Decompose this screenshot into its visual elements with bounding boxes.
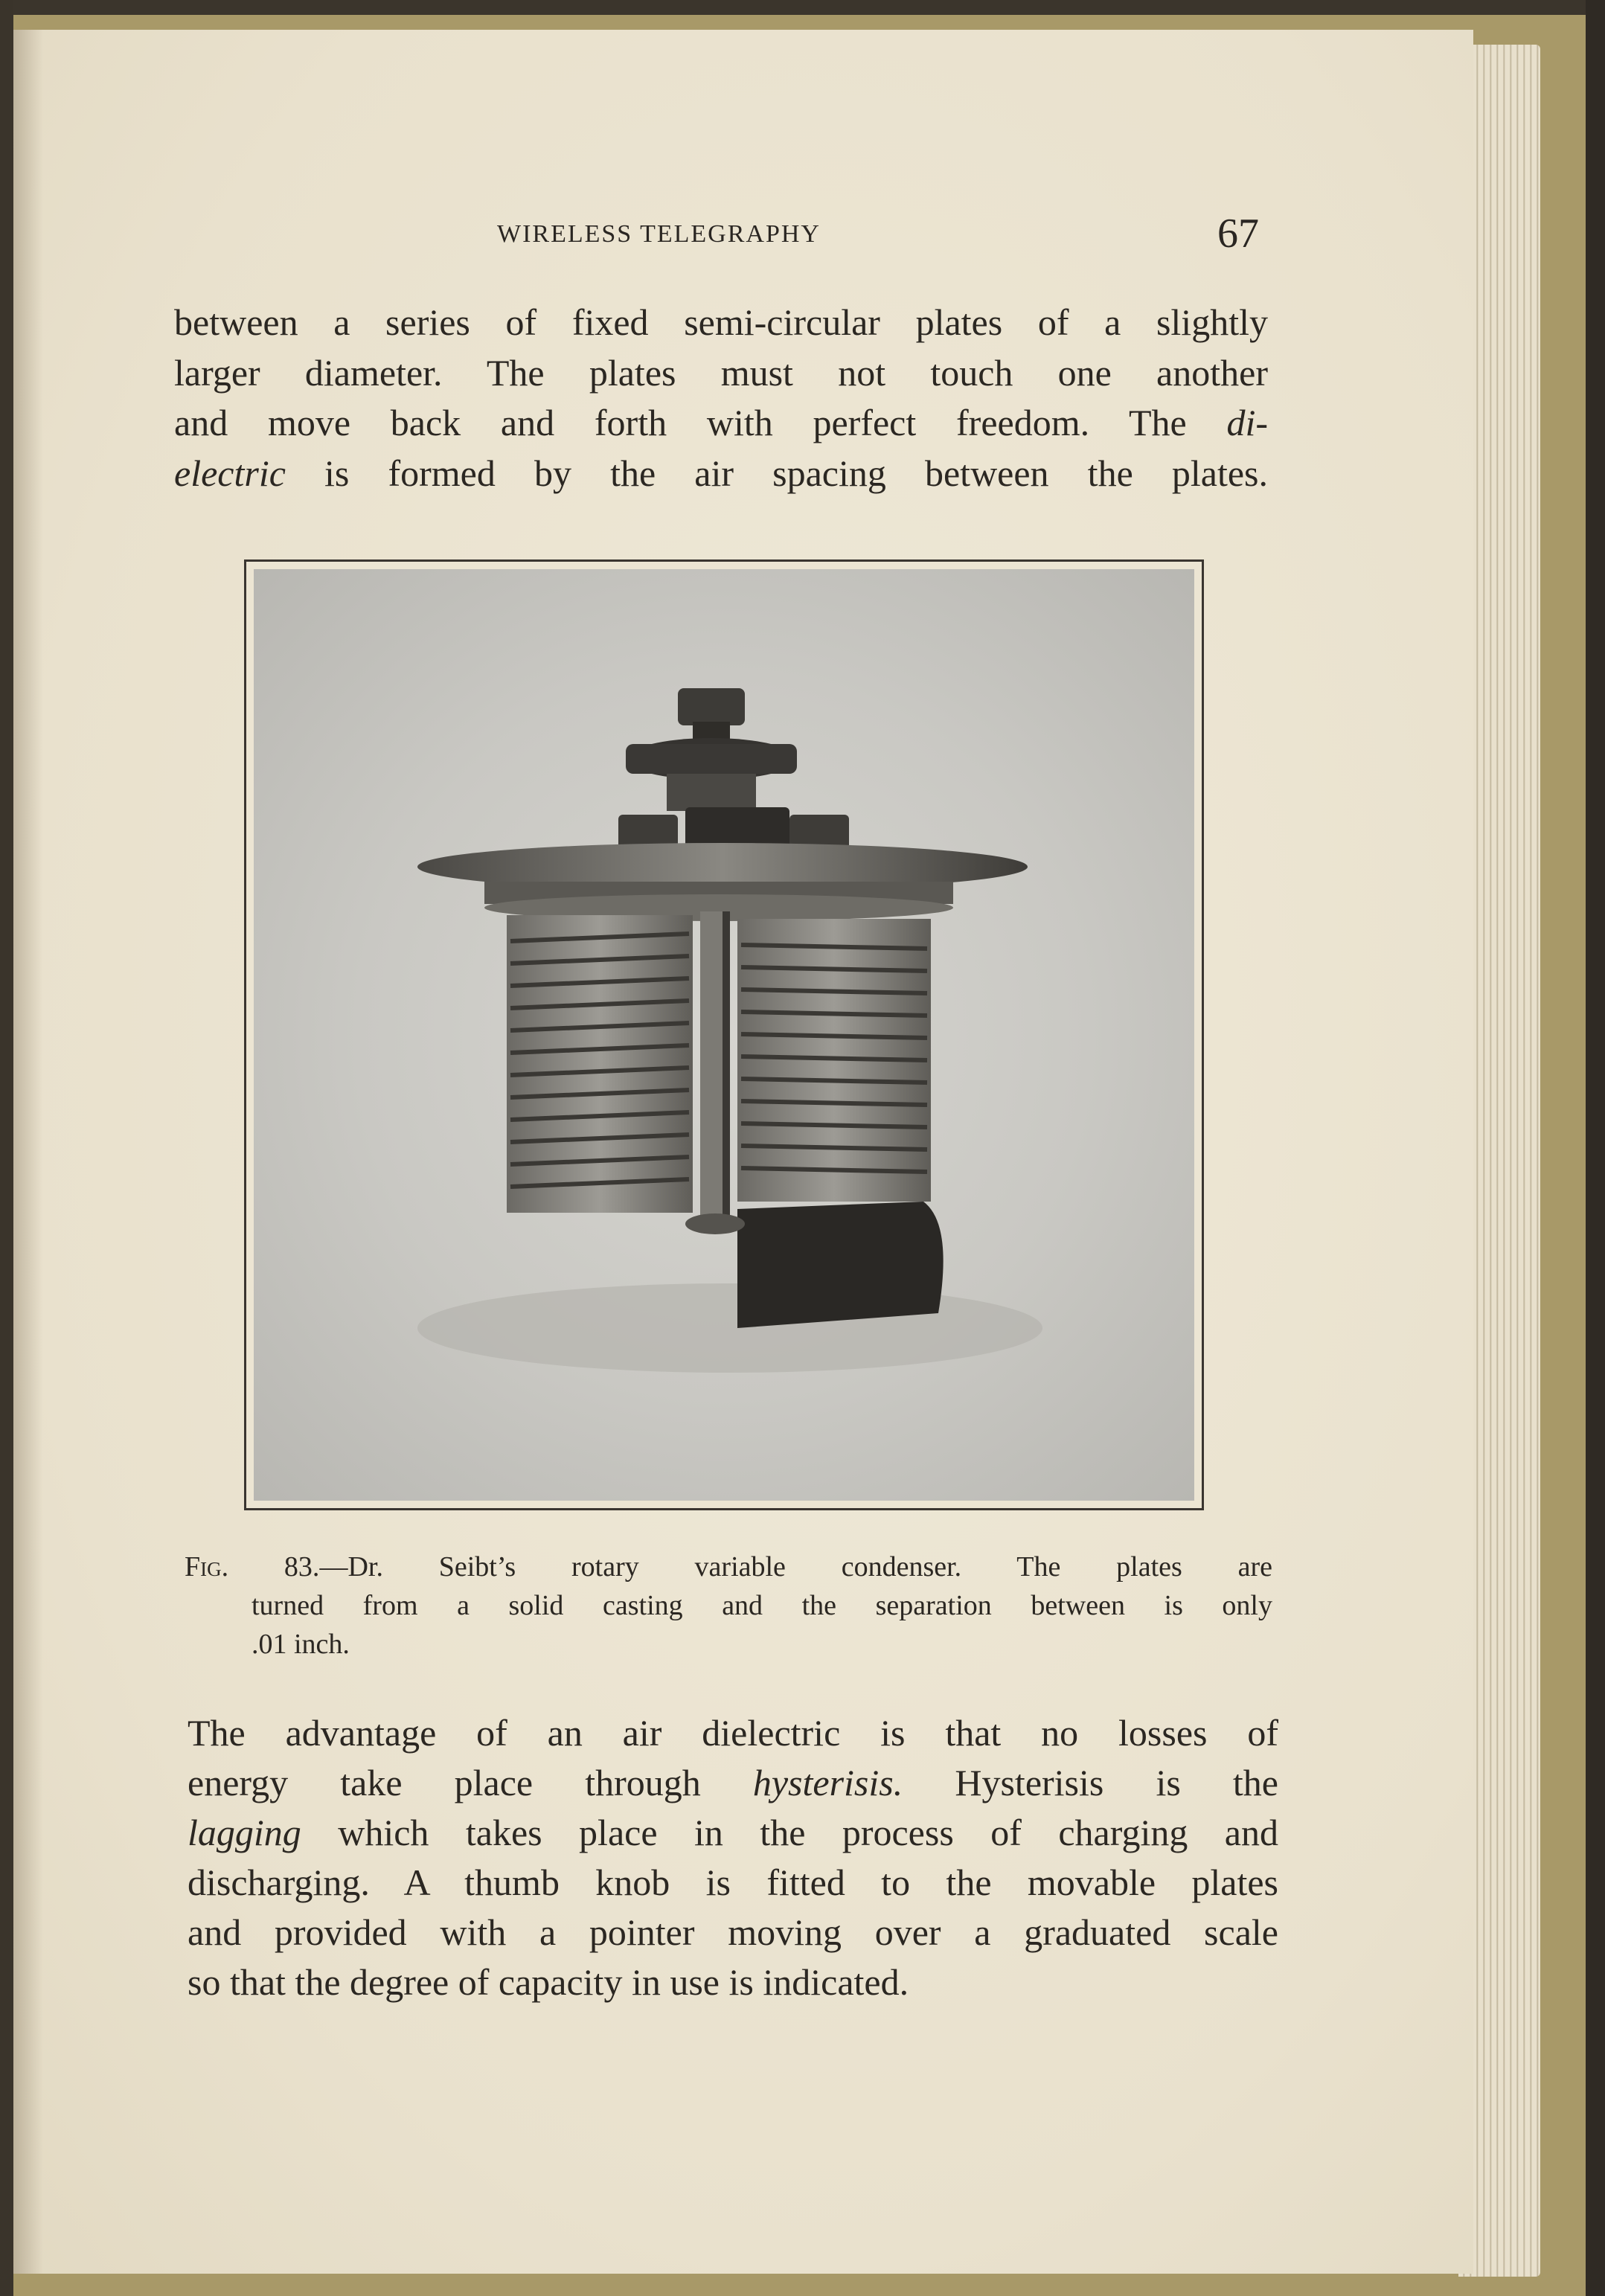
rotary-condenser-photo-icon — [254, 569, 1194, 1501]
paragraph-line: larger diameter. The plates must not touch one another — [174, 351, 1268, 394]
paragraph-text: which takes place in the process of charging and — [301, 1812, 1278, 1853]
caption-line: turned from a solid casting and the separation between is only — [252, 1590, 1272, 1621]
page-number: 67 — [1217, 211, 1259, 257]
paragraph-line: The advantage of an air dielectric is that no losses of — [188, 1712, 1278, 1754]
caption-line: .01 inch. — [252, 1629, 350, 1660]
cover-right-edge — [1586, 0, 1605, 2296]
bottom-paragraph — [188, 1708, 1278, 2007]
paragraph-text: Hysterisis is the — [903, 1762, 1278, 1803]
paragraph-line: so that the degree of capacity in use is indicated. — [188, 1961, 909, 2003]
running-head: WIRELESS TELEGRAPHY — [497, 220, 821, 248]
caption-text: —Dr. Seibt’s rotary variable condenser. The plates are — [319, 1551, 1273, 1582]
paragraph-text: energy take place through — [188, 1762, 753, 1803]
figure-label: Fig. 83. — [185, 1551, 320, 1582]
paragraph-text: is formed by the air spacing between the plates. — [285, 452, 1268, 494]
caption-line — [185, 1548, 1272, 1586]
italic-word: lagging — [188, 1812, 301, 1853]
cover-left-edge — [0, 0, 13, 2296]
figure-frame — [244, 559, 1204, 1510]
italic-word: di- — [1226, 402, 1268, 443]
paragraph-text: and move back and forth with perfect freedom. The — [174, 402, 1187, 443]
paragraph-line: discharging. A thumb knob is fitted to the movable plates — [188, 1862, 1278, 1903]
gutter-shadow — [13, 30, 43, 2274]
paragraph-line — [174, 398, 1268, 449]
top-paragraph — [174, 298, 1268, 498]
paragraph-line: and provided with a pointer moving over a graduated scale — [188, 1911, 1278, 1953]
cover-top-edge — [0, 0, 1605, 15]
paragraph-line — [188, 1808, 1278, 1858]
figure-caption — [185, 1548, 1272, 1664]
paragraph-line: between a series of fixed semi-circular plates of a slightly — [174, 301, 1268, 343]
italic-word: hysterisis. — [752, 1762, 903, 1803]
italic-word: electric — [174, 452, 286, 494]
paragraph-line — [174, 449, 1268, 499]
paragraph-line — [188, 1758, 1278, 1808]
condenser-illustration — [254, 569, 1194, 1501]
